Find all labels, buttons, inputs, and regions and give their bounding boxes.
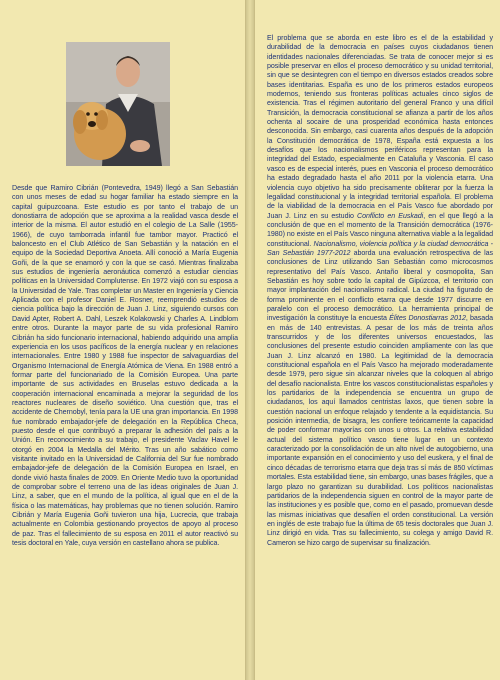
italic-title: Élites Donostiarras 2012	[389, 314, 466, 323]
text-run: , en el que llegó a la conclusión de que en el momento de la Transición democrática (1976-1980) no existe en el País Vasco ninguna alternativa viable a la legalidad constitucional.	[267, 211, 493, 248]
author-biography	[12, 184, 238, 548]
left-flap-page	[0, 0, 246, 680]
text-run: El problema que se aborda en este libro es el de la estabilidad y durabilidad de la democracia en países cuyos ciudadanos tienen identidades nacionales diferenciadas. Se trata de conocer mejor si es posible preservar en ellos el proceso democrático y su unidad territorial, sin que se desintegren con el tiempo en diversos estados creados sobre bases identitarias. España es uno de los primeros estados europeos modernos, teniendo sus fronteras políticas actuales cinco siglos de existencia. Tras el régimen autoritario del general Franco y una difícil Transición, la democracia constitucional se afianza a partir de los años ochenta al socaire de una prosperidad económica hasta entonces desconocida. Sin embargo, casi cuarenta años después de la adopción la Constitución democrática de 1978, España está expuesta a los desafíos que los nacionalismos periféricos representan para la integridad del Estado, especialmente en Cataluña y Vasconia. El caso vasco es de especial interés, pues en Vasconia el proceso democrático ha estado degradado hasta el año 2011 por la violencia etarra. Una violencia cuyo objetivo ha sido precisamente obliterar por la fuerza la legalidad constitucional y la integridad territorial española. El problema de la viabilidad de la democracia en el País Vasco fue abordado por Juan J. Linz en su estudio	[267, 34, 493, 220]
text-run: , basada en más de 140 entrevistas. A pesar de los más de treinta años transcurridos y de los diferentes universos encuestados, las conclusiones del presente estudio coinciden ampliamente con las que Juan J. Linz alcanzó en 1980. La legitimidad de la democracia constitucional española en el País Vasco ha mejorado moderadamente desde 1979, pero sigue sin alcanzar niveles que la coloquen al abrigo del desafío nacionalista. Entre los vascos constitucionalistas españoles y los partidarios de la independencia se encuentra un grupo de ciudadanos, los aquí llamados centristas laxos, que tienen sobre la cuestión nacional un enfoque relajado y tendente a la equidistancia. Su posición intermedia, de bisagra, les confiere teóricamente la capacidad de poder conformar mayorías con unos u otros. La relativa estabilidad actual del sistema político vasco tiene lugar en un contexto caracterizado por la consolidación de un alto nivel de autogobierno, una importante expansión en el conocimiento y uso del euskera, y el final de cinco décadas de terrorismo etarra que deja tras sí más de 850 víctimas mortales. Esta estabilidad tiene, sin embargo, unas bases frágiles, que a largo plazo no garantizan su durabilidad. Los políticos nacionalistas partidarios de la independencia siguen en control de la mayor parte de las instituciones y es posible que, como en el pasado, promuevan desde las mismas iniciativas que desafíen el orden constitucional. La versión en inglés de este trabajo fue la última de 65 tesis doctorales que Juan J. Linz dirigió en vida. Tras su fallecimiento, su colega y amigo David R. Cameron se hizo cargo de supervisar su finalización.	[267, 314, 493, 547]
text-run: Desde que Ramiro Cibrián (Pontevedra, 1949) llegó a San Sebastián con unos meses de edad su hogar familiar ha estado siempre en la capital guipuzcoana. Este estudio es por tanto el trabajo de un donostiarra de adopción que se aproxima a la realidad vasca desde el interior de la misma. El autor estudió en el colegio de La Salle (1955-1966), de cuyo tamborrada infantil fue tambor mayor. Practicó el baloncesto en el Club Atlético de San Sebastián y la natación en el equipo de la Sociedad Deportiva Anoeta. Allí conoció a María Eugenia Goñi, de la que se enamoró y con la que se casó. Mientras finalizaba sus estudios de ingeniería aeronáutica comenzó a estudiar ciencias políticas en la Universidad Complutense. En 1972 viajó con su esposa a la Universidad de Yale. Tras completar un Master en Ingeniería y Ciencia Aplicada con el profesor Daniel E. Rosner, reemprendió estudios de ciencia política bajo la dirección de Juan J. Linz, siguiendo cursos con David Apter, Robert A. Dahl, Leszek Kolakowski y Charles A. Lindblom entre otros. Durante la mayor parte de su vida profesional Ramiro Cibrián ha sido funcionario internacional, habiendo adquirido una amplia experiencia en los usos pacíficos de la energía nuclear y en relaciones internacionales. Entre 1980 y 1988 fue inspector de salvaguardias del Organismo Internacional de Energía Atómica de Viena. En 1988 entró a formar parte del funcionariado de la Comisión Europea. Una parte importante de sus actividades en Bruselas estuvo dedicada a la cooperación internacional encaminada a mejorar la seguridad de los reactores nucleares de diseño soviético. Una cuestión que, tras el accidente de Chernobyl, tenía para la UE una gran importancia. En 1998 fue nombrado embajador-jefe de delegación en la República Checa, puesto desde el que contribuyó a preparar la adhesión del país a la Unión. En reconocimiento a su trabajo, el presidente Vaclav Havel le otorgó en 2004 la Medalla del Mérito. Tras un año sabático como visitante invitado en la Universidad de California del Sur fue nombrado embajador-jefe de delegación de la Comisión Europea en Israel, en donde vivió hasta finales de 2009. En Oriente Medio tuvo la oportunidad de comprobar sobre el terreno una de las ideas originales de Juan J. Linz, a saber, que en el mundo de la política, al igual que en el de la física o las matemáticas, hay problemas que no tienen solución. Ramiro Cibrián y María Eugenia Goñi tuvieron una hija, Lucrecia, que trabaja actualmente en Colombia gestionando proyectos de apoyo al proceso de paz. Tras el fallecimiento de su esposa en 2011 el autor reactivó su tesis doctoral en Yale, cuya versión en castellano ahora se publica.	[12, 184, 238, 548]
italic-title: Nacionalismo, violencia política y la ciudad democrática - San Sebastián 1977-2012	[267, 239, 493, 257]
book-synopsis	[267, 34, 493, 548]
book-fold	[246, 0, 254, 680]
author-with-dog-image	[66, 42, 170, 166]
author-photo	[66, 42, 170, 166]
right-flap-page	[254, 0, 500, 680]
text-run: aborda una evaluación retrospectiva de las conclusiones de Linz utilizando San Sebastián como microcosmos representativo del País Vasco. Antaño liberal y cosmopolita, San Sebastián es hoy sobre todo la capital de Gipúzcoa, el territorio con mayor implantación del nacionalismo radical. La ciudad ha figurado de forma prominente en el conflicto etarra que desde 1977 discurre en paralelo con el proceso democrático. La herramienta principal de investigación la constituye la encuesta	[267, 248, 494, 323]
italic-title: Conflicto en Euskadi	[357, 211, 424, 220]
